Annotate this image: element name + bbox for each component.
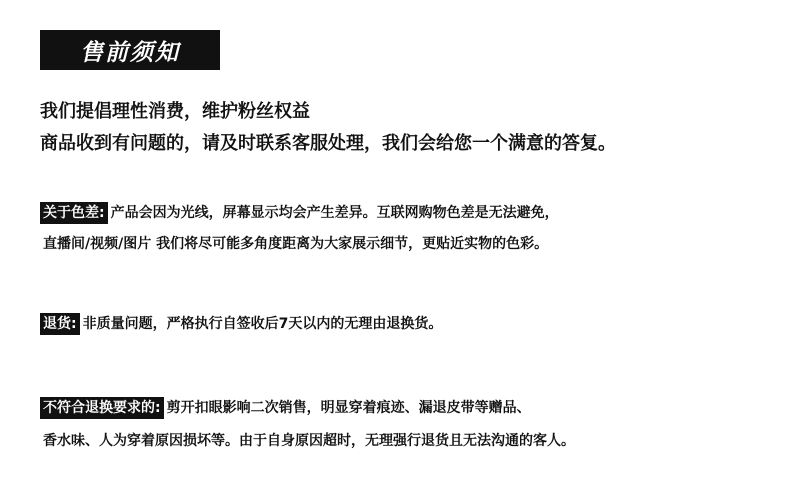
returns-tag: 退货: [40,313,80,335]
ineligible-line-1 [40,397,531,419]
ineligible-line-2: 香水味、人为穿着原因损坏等。由于自身原因超时，无理强行退货且无法沟通的客人。 [43,433,575,449]
color-difference-line-2: 直播间/视频/图片 我们将尽可能多角度距离为大家展示细节，更贴近实物的色彩。 [43,236,549,252]
color-difference-text-1: 产品会因为光线，屏幕显示均会产生差异。互联网购物色差是无法避免， [110,205,559,221]
ineligible-text-1: 剪开扣眼影响二次销售，明显穿着痕迹、漏退皮带等赠品、 [166,400,531,416]
returns-text: 非质量问题，严格执行自签收后7天以内的无理由退换货。 [82,316,443,332]
color-difference-tag: 关于色差: [40,202,108,224]
intro-line-1: 我们提倡理性消费，维护粉丝权益 [40,101,310,122]
page-title: 售前须知 [40,30,220,70]
intro-line-2: 商品收到有问题的，请及时联系客服处理，我们会给您一个满意的答复。 [40,133,616,154]
color-difference-line-1 [40,202,559,224]
returns-line [40,313,442,335]
ineligible-tag: 不符合退换要求的: [40,397,164,419]
